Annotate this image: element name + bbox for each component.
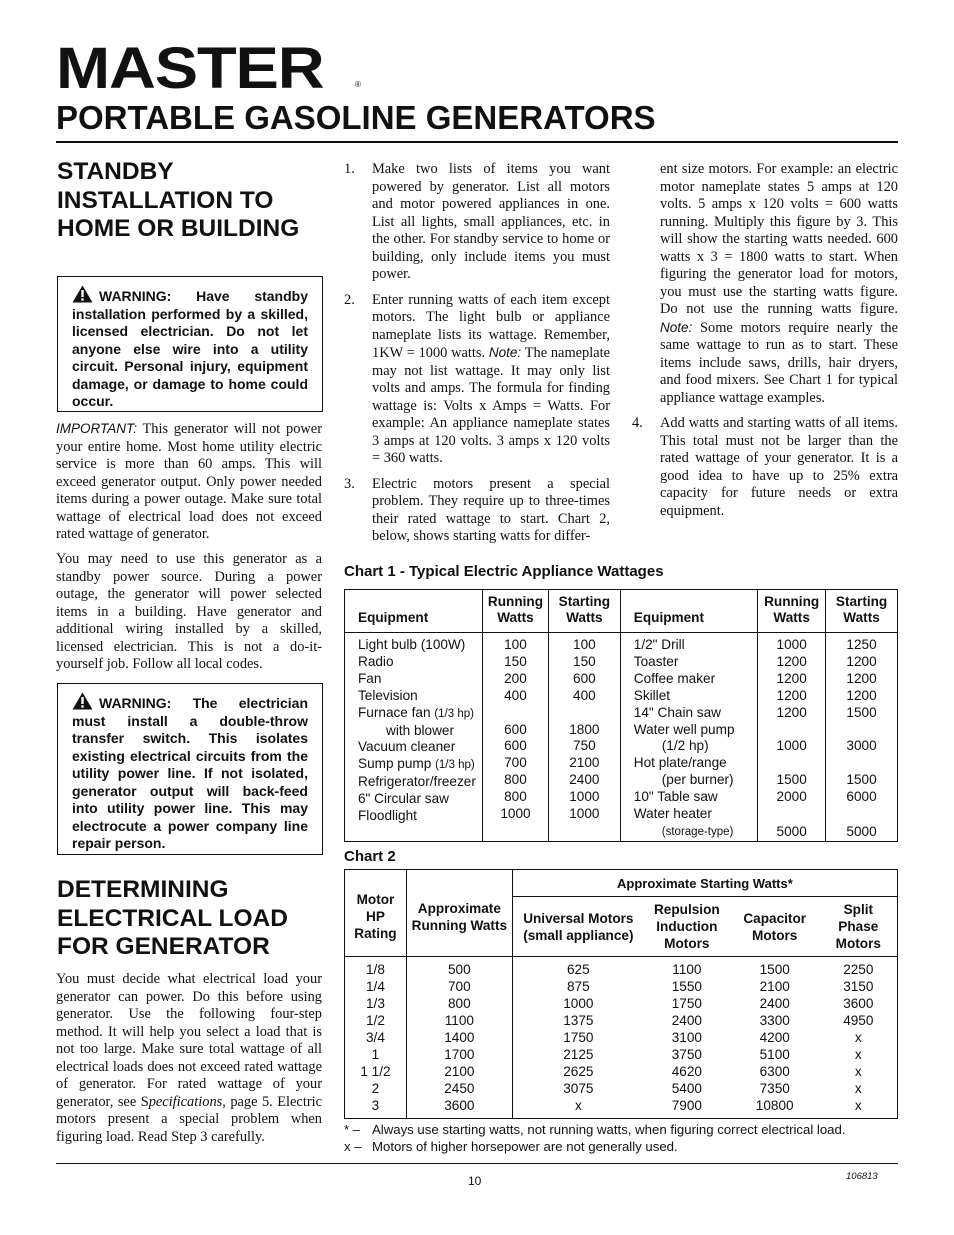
table-cell: Refrigerator/freezer — [358, 774, 476, 790]
steps-column-right — [632, 161, 898, 528]
chart1-right-equipment — [620, 633, 757, 842]
step-item-continued — [632, 161, 898, 407]
standby-heading: STANDBY INSTALLATION TO HOME OR BUILDING — [57, 158, 300, 242]
step-number: 4. — [632, 415, 643, 431]
table-cell: with blower — [386, 722, 454, 738]
chart1-header-running: Running Watts — [482, 590, 548, 633]
chart1-table — [344, 589, 898, 842]
table-cell: (1/2 hp) — [661, 738, 709, 754]
table-cell: 14" Chain saw — [633, 704, 721, 720]
footnote-x: x – Motors of higher horsepower are not generally used. — [344, 1139, 678, 1154]
note-label: Note: — [660, 319, 693, 335]
table-cell: 10" Table saw — [633, 789, 718, 805]
warning-triangle-icon — [72, 285, 93, 303]
table-cell: Fan — [358, 670, 382, 686]
chart1-right-running: 1000 1200 1200 1200 1200 1000 1500 2000 5000 — [758, 633, 826, 842]
step-text: Enter running watts of each item except motors. The light bulb or appliance nameplate lists its wattage. Remember, 1KW = 1000 watts. — [372, 291, 610, 361]
steps-column-middle — [344, 161, 610, 554]
step-text: ent size motors. For example: an electric motor nameplate states 5 amps at 120 volts. 5 amps x 120 volts = 600 watts running. Multiply this figure by 3. This will show the starting watts needed. 600 watts x 3 = 1800 watts to start. When figuring the generator load for motors, you must use the starting watts figure. Do not use the running watts figure. — [660, 161, 898, 317]
footnote-asterisk: * – Always use starting watts, not running watts, when figuring correct electrical load. — [344, 1122, 846, 1137]
determining-text-a: You must decide what electrical load your generator can power. Do this before using generator. Use the following four-step method. It will help you select a load that is not too large. Make sure total wattage of all electrical loads does not exceed rated wattage of generator. For rated wattage of your generator, see S — [56, 971, 322, 1110]
chart1-header-starting: Starting Watts — [548, 590, 620, 633]
determining-paragraph — [56, 971, 322, 1146]
chart1-title: Chart 1 - Typical Electric Appliance Wattages — [344, 563, 664, 580]
step-item — [344, 292, 610, 468]
chart2-col-capacitor: 1500 2100 2400 3300 4200 5100 6300 7350 10800 — [755, 962, 794, 1113]
table-cell: Vacuum cleaner — [358, 739, 456, 755]
chart2-group-header: Approximate Starting Watts* — [512, 870, 897, 897]
chart2-col-hp: 1/8 1/4 1/3 1/2 3/4 1 1 1/2 2 3 — [360, 962, 391, 1113]
registered-mark: ® — [355, 80, 361, 89]
table-cell: (per burner) — [661, 772, 734, 788]
chart1-left-starting: 100 150 600 400 1800 750 2100 2400 1000 1000 — [548, 633, 620, 842]
chart2-col-repulsion: 1100 1550 1750 2400 3100 3750 4620 5400 7900 — [671, 962, 702, 1113]
warning-text-transfer-switch: WARNING: The electrician must install a double-throw transfer switch. This isolates existing electrical circuits from the utility power line. If not isolated, generator output will back-feed into utility power line. This may electrocute a power company line repair person. — [72, 695, 308, 851]
step-item — [344, 161, 610, 284]
chart2-header-hp: Motor HP Rating — [345, 870, 407, 957]
chart2-table — [344, 869, 898, 1119]
chart1-right-starting: 1250 1200 1200 1200 1500 3000 1500 6000 5000 — [826, 633, 898, 842]
table-cell: 6" Circular saw — [358, 791, 449, 807]
table-cell: Television — [358, 687, 418, 703]
chart2-title: Chart 2 — [344, 848, 396, 865]
table-cell: Radio — [358, 653, 394, 669]
important-text: This generator will not power your entire home. Most home utility electric service is more than 60 amps. This will exceed generator output. Only power needed items during a power outage. Make sure total wattage of electrical load does not exceed rated wattage of generator. — [56, 421, 322, 542]
determining-heading: DETERMINING ELECTRICAL LOAD FOR GENERATOR — [57, 876, 288, 960]
table-cell: Coffee maker — [633, 670, 716, 686]
step-item — [632, 415, 898, 520]
standby-paragraph: You may need to use this generator as a standby power source. During a power outage, the generator will power selected items in a building. Have generator and additional wiring installed by a skilled, licensed electrician. This is not a do-it-yourself job. Follow all local codes. — [56, 551, 322, 672]
chart2-header-running: Approximate Running Watts — [406, 870, 512, 957]
table-cell: Sump pump (1/3 hp) — [358, 756, 475, 772]
table-cell: Light bulb (100W) — [358, 637, 466, 652]
page-number: 10 — [468, 1174, 482, 1188]
chart1-left-running: 100 150 200 400 600 600 700 800 800 1000 — [482, 633, 548, 842]
page-title: PORTABLE GASOLINE GENERATORS — [56, 99, 656, 136]
important-label: IMPORTANT: — [56, 421, 137, 436]
chart2-col-running: 500 700 800 1100 1400 1700 2100 2450 3600 — [406, 957, 512, 1119]
table-cell: Hot plate/range — [633, 755, 727, 771]
table-cell: Toaster — [633, 653, 679, 669]
chart2-footnotes — [344, 1121, 904, 1155]
step-number: 2. — [344, 291, 355, 308]
chart2-header-split: Split Phase Motors — [820, 897, 898, 957]
chart1-header-equipment: Equipment — [620, 590, 757, 633]
chart1-header-equipment: Equipment — [345, 590, 483, 633]
chart2-col-universal: 625 875 1000 1375 1750 2125 2625 3075 x — [512, 957, 644, 1119]
determining-text-b: , page 5. Electric motors present a special problem when figuring load. Read Step 3 carefully. — [56, 1093, 322, 1145]
brand-logo: MASTER — [56, 36, 324, 101]
specifications-reference: pecifications — [148, 1093, 223, 1110]
chart2-header-universal: Universal Motors (small appliance) — [512, 897, 644, 957]
step-text: Electric motors present a special problem. They require up to three-times their rated wattage to start. Chart 2, below, shows starting watts for differ- — [372, 475, 610, 544]
footer-divider — [56, 1163, 898, 1164]
warning-box-transfer-switch — [57, 683, 323, 855]
table-cell: 1/2" Drill — [633, 637, 685, 652]
step-text: The nameplate may not list wattage. It may only list volts and amps. The formula for finding wattage is: Volts x Amps = Watts. For example: An appliance nameplate states 3 amps at 120 volts. 3 amps x 120 volts = 360 watts. — [372, 345, 610, 466]
table-cell: Furnace fan (1/3 hp) — [358, 704, 474, 720]
table-cell: Water well pump — [633, 721, 735, 737]
step-number: 3. — [344, 475, 355, 492]
warning-triangle-icon — [72, 692, 93, 710]
warning-box-standby — [57, 276, 323, 412]
table-cell: Skillet — [633, 687, 671, 703]
step-text: Add watts and starting watts of all items. This total must not be larger than the rated wattage of your generator. It is a good idea to have up to 25% extra capacity for future needs or extra equipment. — [660, 415, 898, 519]
table-cell: Floodlight — [358, 808, 417, 824]
chart2-header-repulsion: Repulsion Induction Motors — [644, 897, 730, 957]
step-number: 1. — [344, 161, 355, 177]
warning-text-standby: WARNING: Have standby installation performed by a skilled, licensed electrician. Do not let anyone else wire into a utility circuit. Personal injury, equipment damage, or damage to home could occur. — [72, 288, 308, 409]
note-label: Note: — [488, 345, 522, 360]
chart2-col-split: 2250 3150 3600 4950 x x x x x — [843, 962, 874, 1113]
important-paragraph — [56, 420, 322, 544]
chart1-left-equipment — [345, 633, 483, 842]
step-text: Make two lists of items you want powered by generator. List all motors and motor powered appliances in one. List all lights, small appliances, etc. in the other. For standby service to home or building, only include items you must power. — [372, 161, 610, 282]
table-cell: Water heater — [633, 806, 712, 822]
document-number: 106813 — [846, 1171, 878, 1182]
title-divider — [56, 141, 898, 143]
chart1-header-starting: Starting Watts — [826, 590, 898, 633]
chart2-header-capacitor: Capacitor Motors — [730, 897, 820, 957]
step-item — [344, 476, 610, 546]
chart1-header-running: Running Watts — [758, 590, 826, 633]
step-text: Some motors require nearly the same wattage to run as to start. These items include saws, drills, hair dryers, and food mixers. See Chart 1 for typical appliance wattage examples. — [660, 319, 898, 406]
table-cell: (storage-type) — [661, 825, 734, 838]
